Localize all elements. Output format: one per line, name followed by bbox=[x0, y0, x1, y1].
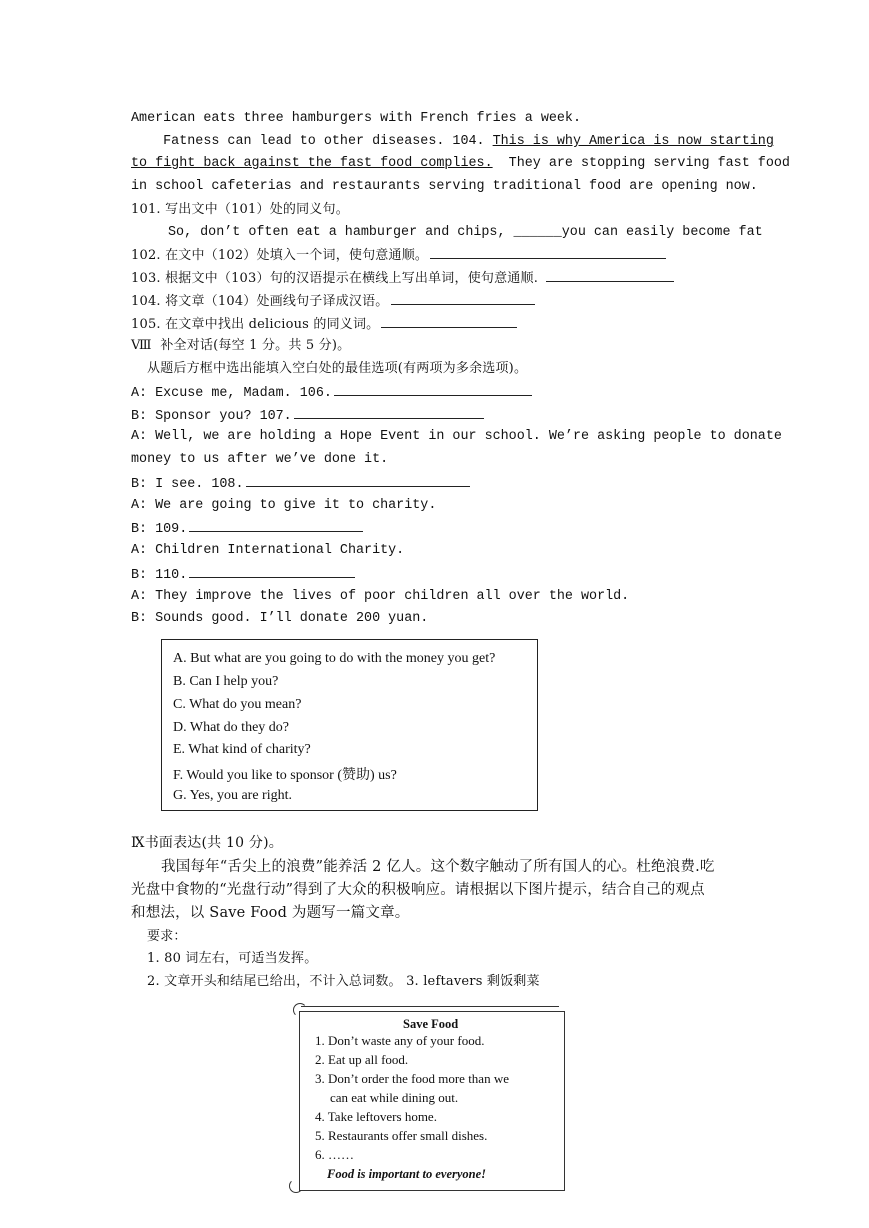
note-item: 4. Take leftovers home. bbox=[315, 1109, 437, 1124]
question-text: 102. 在文中（102）处填入一个词，使句意通顺。 bbox=[131, 248, 429, 263]
options-box bbox=[161, 639, 538, 811]
question-text: 103. 根据文中（103）句的汉语提示在横线上写出单词，使句意通顺. bbox=[131, 271, 539, 286]
answer-blank[interactable] bbox=[430, 246, 666, 259]
option-d: D. What do they do? bbox=[173, 720, 289, 735]
passage-line bbox=[131, 155, 790, 172]
dialogue-line: A: We are going to give it to charity. bbox=[131, 498, 437, 513]
note-item: 6. …… bbox=[315, 1147, 354, 1162]
note-scroll-curl bbox=[289, 1179, 303, 1193]
section-instruction: 从题后方框中选出能填入空白处的最佳选项(有两项为多余选项)。 bbox=[147, 361, 528, 376]
dialogue-text: A: Excuse me, Madam. 106. bbox=[131, 386, 332, 401]
note-footer: Food is important to everyone! bbox=[327, 1167, 487, 1181]
prompt-paragraph: 和想法，以 Save Food 为题写一篇文章。 bbox=[131, 905, 410, 921]
dialogue-line bbox=[131, 565, 355, 584]
question-text: 105. 在文章中找出 delicious 的同义词。 bbox=[131, 317, 380, 332]
question-101-sentence: So, don’t often eat a hamburger and chips, ______you can easily become fat bbox=[168, 225, 763, 240]
dialogue-text: B: 109. bbox=[131, 522, 188, 537]
requirements-label: 要求： bbox=[147, 929, 187, 944]
dialogue-line bbox=[131, 406, 484, 425]
dialogue-line bbox=[131, 474, 470, 493]
answer-blank[interactable] bbox=[294, 406, 484, 419]
requirement-1: 1. 80 词左右，可适当发挥。 bbox=[147, 951, 318, 966]
note-item: 1. Don’t waste any of your food. bbox=[315, 1033, 485, 1048]
section-heading: Ⅸ书面表达(共 10 分)。 bbox=[131, 835, 283, 851]
answer-blank[interactable] bbox=[391, 292, 535, 305]
note-title: Save Food bbox=[403, 1017, 459, 1031]
question-105 bbox=[131, 315, 517, 333]
section-heading: Ⅷ 补全对话(每空 1 分。共 5 分)。 bbox=[131, 338, 351, 353]
underlined-sentence: to fight back against the fast food complies. bbox=[131, 156, 493, 171]
option-e: E. What kind of charity? bbox=[173, 742, 311, 757]
option-f: F. Would you like to sponsor (赞助) us? bbox=[173, 768, 397, 783]
question-102 bbox=[131, 246, 666, 264]
underlined-sentence: This is why America is now starting bbox=[492, 134, 774, 149]
dialogue-line bbox=[131, 383, 532, 402]
answer-blank[interactable] bbox=[189, 519, 363, 532]
dialogue-line: money to us after we’ve done it. bbox=[131, 452, 389, 467]
dialogue-text: B: Sponsor you? 107. bbox=[131, 409, 292, 424]
dialogue-line: A: They improve the lives of poor children all over the world. bbox=[131, 589, 630, 604]
requirement-2: 2. 文章开头和结尾已给出，不计入总词数。 3. leftavers 剩饭剩菜 bbox=[147, 974, 540, 989]
answer-blank[interactable] bbox=[381, 315, 517, 328]
question-103 bbox=[131, 269, 674, 287]
option-b: B. Can I help you? bbox=[173, 674, 279, 689]
note-item: 2. Eat up all food. bbox=[315, 1052, 409, 1067]
note-item: 5. Restaurants offer small dishes. bbox=[315, 1128, 488, 1143]
passage-line bbox=[131, 133, 774, 150]
dialogue-line: A: Children International Charity. bbox=[131, 543, 405, 558]
note-item: 3. Don’t order the food more than we bbox=[315, 1071, 509, 1086]
passage-text: Fatness can lead to other diseases. 104. bbox=[131, 134, 493, 149]
dialogue-line bbox=[131, 519, 363, 538]
question-101: 101. 写出文中（101）处的同义句。 bbox=[131, 202, 349, 217]
answer-blank[interactable] bbox=[334, 383, 532, 396]
note-item: can eat while dining out. bbox=[330, 1090, 459, 1105]
question-104 bbox=[131, 292, 535, 310]
dialogue-line: A: Well, we are holding a Hope Event in our school. We’re asking people to donate bbox=[131, 429, 782, 444]
option-c: C. What do you mean? bbox=[173, 697, 302, 712]
passage-line: in school cafeterias and restaurants serving traditional food are opening now. bbox=[131, 179, 758, 194]
note-scroll-edge bbox=[301, 1006, 559, 1007]
passage-text: They are stopping serving fast food bbox=[492, 156, 790, 171]
answer-blank[interactable] bbox=[246, 474, 470, 487]
answer-blank[interactable] bbox=[189, 565, 355, 578]
option-g: G. Yes, you are right. bbox=[173, 788, 292, 803]
dialogue-text: B: 110. bbox=[131, 568, 188, 583]
passage-line: American eats three hamburgers with French fries a week. bbox=[131, 111, 581, 126]
dialogue-line: B: Sounds good. I’ll donate 200 yuan. bbox=[131, 611, 429, 626]
prompt-paragraph: 光盘中食物的“光盘行动”得到了大众的积极响应。请根据以下图片提示，结合自己的观点 bbox=[131, 882, 705, 898]
save-food-note-image bbox=[293, 1003, 565, 1191]
answer-blank[interactable] bbox=[546, 269, 674, 282]
dialogue-text: B: I see. 108. bbox=[131, 477, 244, 492]
option-a: A. But what are you going to do with the money you get? bbox=[173, 651, 496, 666]
prompt-paragraph: 我国每年“舌尖上的浪费”能养活 2 亿人。这个数字触动了所有国人的心。杜绝浪费.吃 bbox=[161, 859, 715, 875]
question-text: 104. 将文章（104）处画线句子译成汉语。 bbox=[131, 294, 389, 309]
